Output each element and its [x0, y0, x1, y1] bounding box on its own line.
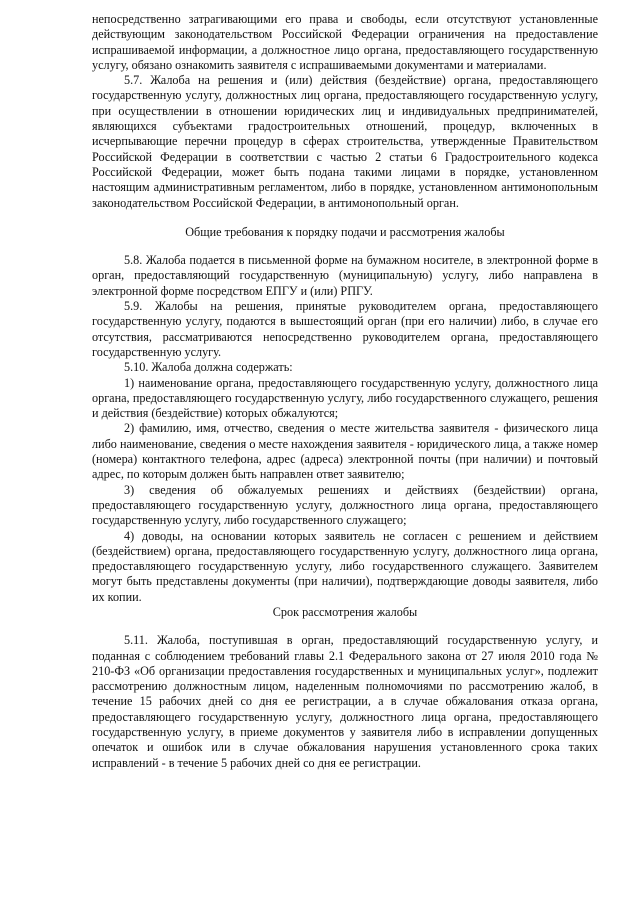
section-heading-general-requirements: Общие требования к порядку подачи и рассмотрения жалобы	[185, 224, 505, 239]
list-item-3: 3) сведения об обжалуемых решениях и действиях (бездействии) органа, предоставляющего государственную услугу, должностного лица органа, предоставляющего государственную услугу, либо государственного служащего;	[92, 482, 598, 528]
list-item-4: 4) доводы, на основании которых заявитель не согласен с решением и действием (бездействием) органа, предоставляющего государственную услугу, должностного лица органа, предоставляющего государственную услугу, либо государственного служащего. Заявителем могут быть представлены документы (при наличии), подтверждающие доводы заявителя, либо их копии.	[92, 528, 598, 604]
paragraph-5-10: 5.10. Жалоба должна содержать:	[124, 360, 293, 375]
document-page	[92, 12, 598, 771]
paragraph-5-9: 5.9. Жалобы на решения, принятые руководителем органа, предоставляющего государственную услугу, подаются в вышестоящий орган (при его наличии) либо, в случае его отсутствия, рассматриваются непосредственно руководителем органа, предоставляющего государственную услугу.	[92, 299, 598, 359]
list-item-1: 1) наименование органа, предоставляющего государственную услугу, должностного лица органа, предоставляющего государственную услугу, либо государственного служащего, решения и действия (бездействие) которых обжалуются;	[92, 375, 598, 421]
paragraph-5-7: 5.7. Жалоба на решения и (или) действия (бездействие) органа, предоставляющего государственную услугу, должностных лиц органа, предоставляющего государственную услугу, при осуществлении в отношении юридических лиц и индивидуальных предпринимателей, являющихся субъектами градостроительных отношений, процедур, включенных в исчерпывающие перечни процедур в сферах строительства, утвержденные Правительством Российской Федерации в соответствии с частью 2 статьи 6 Градостроительного кодекса Российской Федерации, может быть подана такими лицами в порядке, установленном настоящим административным регламентом, либо в порядке, установленном антимонопольным законодательством Российской Федерации, в антимонопольный орган.	[92, 73, 598, 210]
paragraph-5-11: 5.11. Жалоба, поступившая в орган, предоставляющий государственную услугу, и поданная с соблюдением требований главы 2.1 Федерального закона от 27 июля 2010 года № 210-ФЗ «Об организации предоставления государственных и муниципальных услуг», подлежит рассмотрению должностным лицом, наделенным полномочиями по рассмотрению жалоб, в течение 15 рабочих дней со дня ее регистрации, а в случае обжалования отказа органа, предоставляющего государственную услугу, должностного лица органа, предоставляющего государственную услугу, в приеме документов у заявителя либо в исправлении допущенных опечаток и ошибок или в случае обжалования нарушения установленного срока таких исправлений - в течение 5 рабочих дней со дня ее регистрации.	[92, 633, 598, 770]
paragraph-continuation: непосредственно затрагивающими его права и свободы, если отсутствуют установленные действующим законодательством Российской Федерации ограничения на предоставление испрашиваемой информации, а должностное лицо органа, предоставляющего государственную услугу, обязано ознакомить заявителя с испрашиваемыми документами и материалами.	[92, 12, 598, 72]
paragraph-5-8: 5.8. Жалоба подается в письменной форме на бумажном носителе, в электронной форме в орган, предоставляющий государственную (муниципальную) услугу, либо направлена в электронной форме посредством ЕПГУ и (или) РПГУ.	[92, 253, 598, 298]
section-heading-review-term: Срок рассмотрения жалобы	[272, 604, 418, 619]
list-item-2: 2) фамилию, имя, отчество, сведения о месте жительства заявителя - физического лица либо наименование, сведения о месте нахождения заявителя - юридического лица, а также номер (номера) контактного телефона, адрес (адреса) электронной почты (при наличии) и почтовый адрес, по которым должен быть направлен ответ заявителю;	[92, 421, 598, 482]
